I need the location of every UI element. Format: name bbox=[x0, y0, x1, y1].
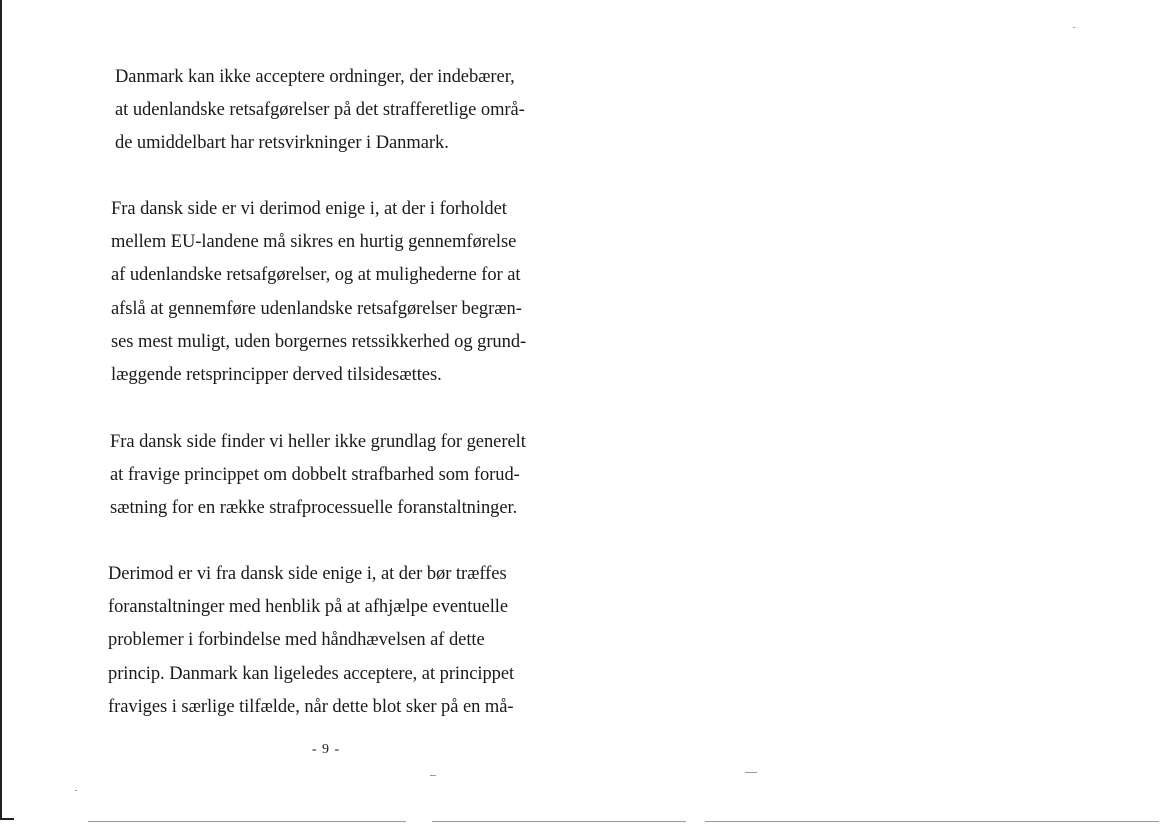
text-line: problemer i forbindelse med håndhævelsen af dette bbox=[108, 630, 485, 651]
text-line: at udenlandske retsafgørelser på det strafferetlige områ- bbox=[115, 100, 525, 121]
text-line: Danmark kan ikke acceptere ordninger, der indebærer, bbox=[115, 67, 515, 87]
paragraph-1 bbox=[115, 61, 525, 161]
text-line: sætning for en række strafprocessuelle foranstaltninger. bbox=[110, 498, 518, 519]
text-line: foranstaltninger med henblik på at afhjælpe eventuelle bbox=[108, 597, 509, 618]
paragraph-4 bbox=[108, 558, 514, 724]
text-line: af udenlandske retsafgørelser, og at mulighederne for at bbox=[111, 265, 521, 286]
text-line: mellem EU-landene må sikres en hurtig gennemførelse bbox=[111, 232, 517, 253]
text-line: Fra dansk side er vi derimod enige i, at der i forholdet bbox=[111, 199, 507, 219]
text-line: de umiddelbart har retsvirkninger i Danmark. bbox=[115, 133, 449, 154]
text-line: læggende retsprincipper derved tilsidesættes. bbox=[111, 365, 442, 386]
text-line: Derimod er vi fra dansk side enige i, at der bør træffes bbox=[108, 564, 507, 584]
text-line: afslå at gennemføre udenlandske retsafgørelser begræn- bbox=[111, 298, 522, 319]
paragraph-2 bbox=[111, 193, 526, 392]
paragraph-3 bbox=[110, 426, 526, 526]
text-line: Fra dansk side finder vi heller ikke grundlag for generelt bbox=[110, 432, 526, 452]
text-line: at fravige princippet om dobbelt strafbarhed som forud- bbox=[110, 465, 520, 486]
text-line: princip. Danmark kan ligeledes acceptere, at princippet bbox=[108, 663, 515, 684]
page-number: - 9 - bbox=[311, 742, 341, 757]
text-line: fraviges i særlige tilfælde, når dette blot sker på en må- bbox=[108, 696, 514, 717]
text-line: ses mest muligt, uden borgernes retssikkerhed og grund- bbox=[111, 331, 527, 352]
